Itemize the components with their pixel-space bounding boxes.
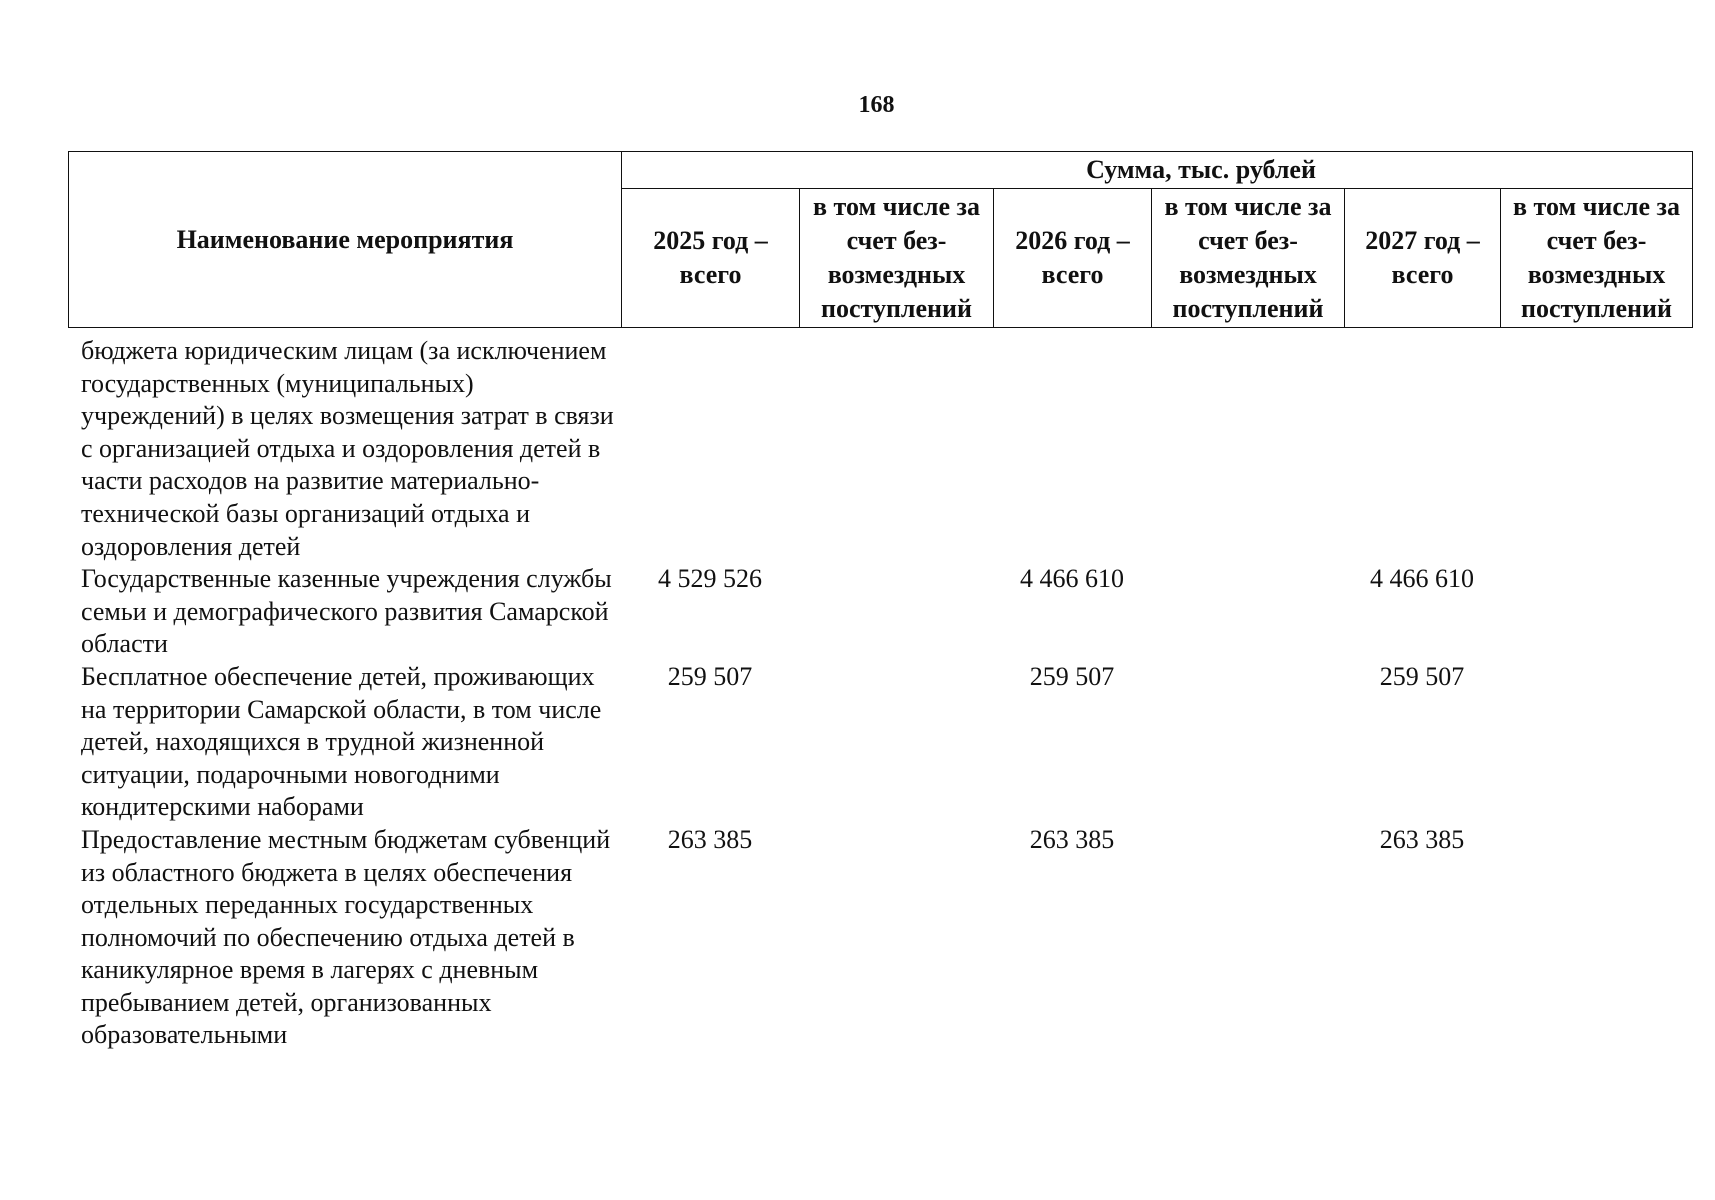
value-2026-total xyxy=(993,335,1151,563)
value-2026-grants xyxy=(1151,824,1344,1052)
value-2027-total xyxy=(1344,335,1500,563)
value-2025-total: 259 507 xyxy=(667,661,753,691)
value-2027-total: 259 507 xyxy=(1379,661,1465,691)
value-2027-grants xyxy=(1500,661,1692,824)
value-2025-total: 263 385 xyxy=(667,824,753,854)
column-header-2026-grants: в том числе за счет без-возмездных поступлений xyxy=(1152,189,1345,328)
column-header-2027-grants: в том числе за счет без-возмездных поступлений xyxy=(1501,189,1693,328)
value-2025-grants xyxy=(799,335,993,563)
table-body xyxy=(68,335,1692,1052)
value-2026-grants xyxy=(1151,661,1344,824)
value-2026-total: 259 507 xyxy=(1029,661,1115,691)
row-name: Бесплатное обеспечение детей, проживающих на территории Самарской области, в том числе детей, находящихся в трудной жизненной ситуации, подарочными новогодними кондитерскими наборами xyxy=(81,661,602,822)
value-2026-total: 263 385 xyxy=(1029,824,1115,854)
value-2025-grants xyxy=(799,563,993,661)
value-2026-grants xyxy=(1151,563,1344,661)
row-name: Предоставление местным бюджетам субвенций из областного бюджета в целях обеспечения отдельных переданных государственных полномочий по обеспечению отдыха детей в каникулярное время в лагерях с дневным пребыванием детей, организованных образовательными xyxy=(81,824,611,1050)
column-header-2027-total: 2027 год – всего xyxy=(1345,189,1501,328)
row-name: Государственные казенные учреждения службы семьи и демографического развития Самарской области xyxy=(81,564,612,659)
value-2025-total xyxy=(621,335,799,563)
value-2027-grants xyxy=(1500,335,1692,563)
value-2025-total: 4 529 526 xyxy=(658,564,762,594)
table-header xyxy=(68,151,1693,328)
table-row xyxy=(68,661,1692,824)
value-2026-total: 4 466 610 xyxy=(1020,564,1124,594)
value-2026-grants xyxy=(1151,335,1344,563)
column-header-sum: Сумма, тыс. рублей xyxy=(622,152,1693,189)
value-2027-grants xyxy=(1500,824,1692,1052)
table-row xyxy=(68,563,1692,661)
value-2027-total: 263 385 xyxy=(1379,824,1465,854)
table-row xyxy=(68,824,1692,1052)
table-row xyxy=(68,335,1692,563)
column-header-2025-grants: в том числе за счет без-возмездных поступлений xyxy=(800,189,994,328)
value-2025-grants xyxy=(799,824,993,1052)
column-header-name: Наименование мероприятия xyxy=(69,152,622,328)
value-2025-grants xyxy=(799,661,993,824)
page-number: 168 xyxy=(858,92,895,118)
column-header-2025-total: 2025 год – всего xyxy=(622,189,800,328)
value-2027-grants xyxy=(1500,563,1692,661)
column-header-2026-total: 2026 год – всего xyxy=(994,189,1152,328)
row-name: бюджета юридическим лицам (за исключением государственных (муниципальных) учреждений) в целях возмещения затрат в связи с организацией отдыха и оздоровления детей в части расходов на развитие материально-технической базы организаций отдыха и оздоровления детей xyxy=(81,336,614,561)
value-2027-total: 4 466 610 xyxy=(1370,564,1474,594)
